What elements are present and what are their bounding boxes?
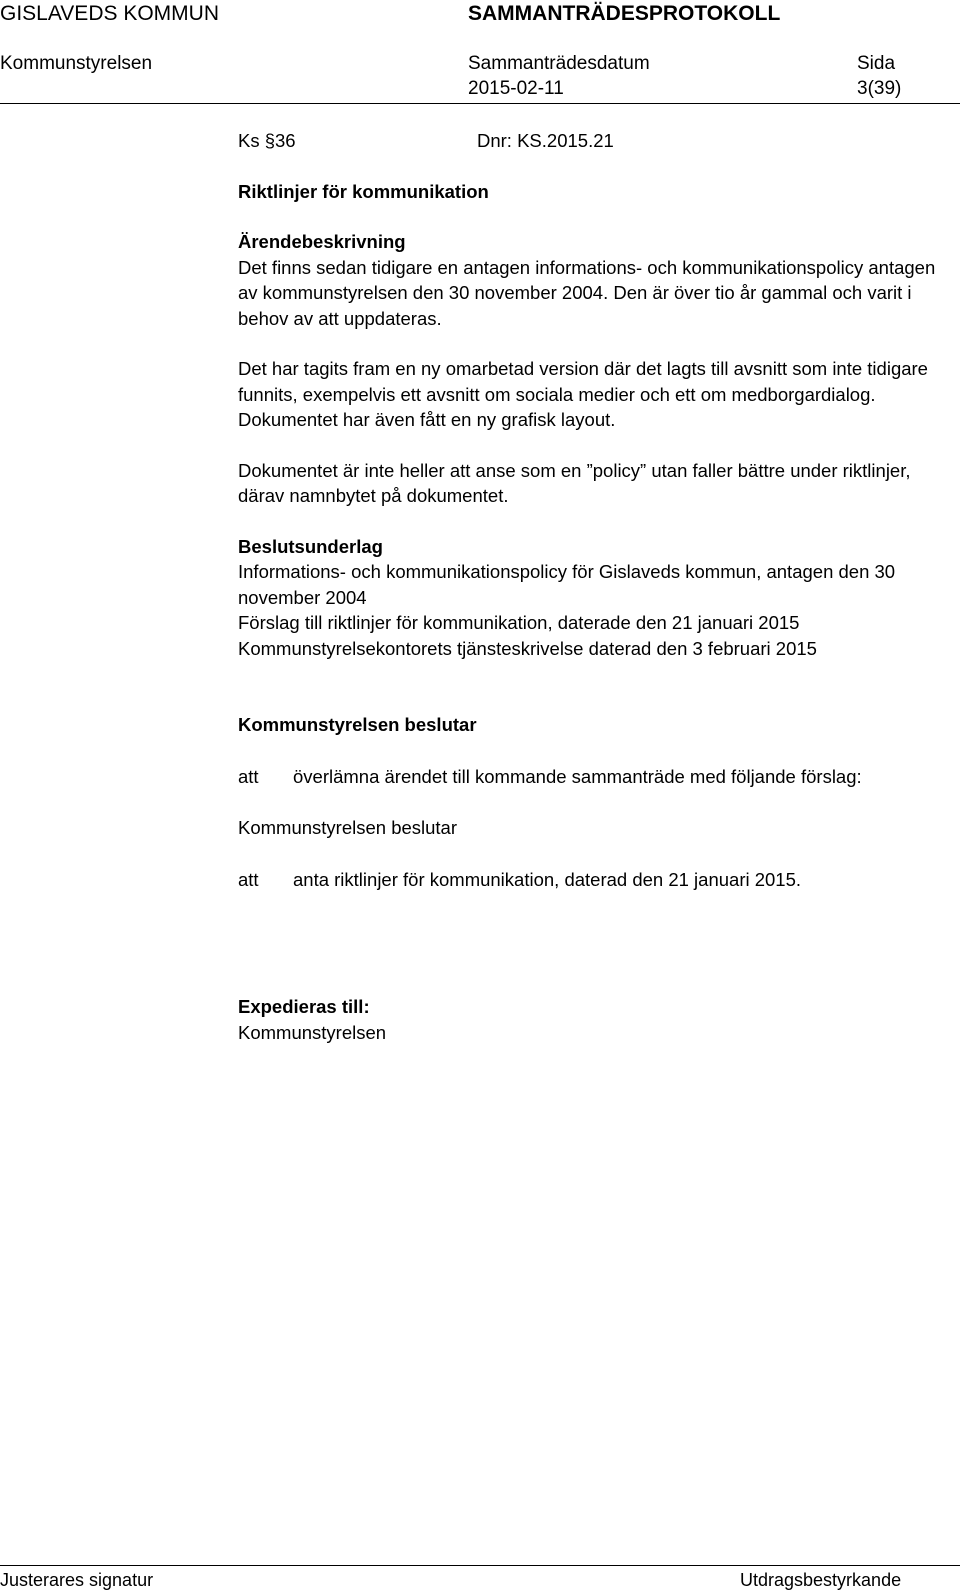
case-number: Ks §36 — [238, 130, 296, 151]
decision-subheading: Kommunstyrelsen beslutar — [238, 817, 458, 838]
meeting-date-label: Sammanträdesdatum — [468, 53, 650, 74]
meeting-date-value: 2015-02-11 — [468, 78, 564, 99]
basis-item: Förslag till riktlinjer för kommunikation, daterade den 21 januari 2015 — [238, 612, 800, 633]
description-paragraph: Dokumentet är inte heller att anse som en ”policy” utan faller bättre under riktlinjer, därav namnbytet på dokumentet. — [238, 459, 911, 506]
dispatch-recipient: Kommunstyrelsen — [238, 1021, 387, 1043]
case-dnr: Dnr: KS.2015.21 — [477, 130, 614, 151]
decision-keyword: att — [238, 765, 259, 787]
organization-name: GISLAVEDS KOMMUN — [0, 2, 219, 25]
page-label: Sida — [857, 53, 896, 74]
decision-text: överlämna ärendet till kommande sammanträde med följande förslag: — [293, 765, 862, 787]
description-paragraph: Det finns sedan tidigare en antagen informations- och kommunikationspolicy antagen av kommunstyrelsen den 30 november 2004. Den är över tio år gammal och varit i behov av att uppdateras. — [238, 256, 936, 329]
basis-item: Informations- och kommunikationspolicy för Gislaveds kommun, antagen den 30 november 2004 — [238, 561, 896, 608]
decision-keyword: att — [238, 868, 259, 890]
case-title: Riktlinjer för kommunikation — [238, 180, 489, 202]
document-title: SAMMANTRÄDESPROTOKOLL — [468, 2, 781, 25]
page-number: 3(39) — [857, 78, 902, 99]
decision-clause — [238, 867, 938, 893]
basis-heading: Beslutsunderlag — [238, 535, 383, 557]
description-heading: Ärendebeskrivning — [238, 231, 406, 252]
basis-item: Kommunstyrelsekontorets tjänsteskrivelse daterad den 3 februari 2015 — [238, 637, 817, 659]
dispatch-heading: Expedieras till: — [238, 996, 370, 1017]
decision-heading: Kommunstyrelsen beslutar — [238, 714, 477, 735]
header-divider — [0, 103, 960, 104]
decision-text: anta riktlinjer för kommunikation, daterad den 21 januari 2015. — [293, 868, 802, 890]
adjuster-signature-label: Justerares signatur — [0, 1570, 154, 1590]
footer-divider — [0, 1565, 960, 1566]
description-paragraph: Det har tagits fram en ny omarbetad version där det lagts till avsnitt som inte tidigare funnits, exempelvis ett avsnitt om sociala medier och ett om medborgardialog. Dokumentet har även fått en ny grafisk layout. — [238, 358, 928, 430]
document-body — [238, 128, 938, 1045]
extract-certification-label: Utdragsbestyrkande — [740, 1570, 902, 1590]
decision-clause — [238, 764, 938, 790]
body-label: Kommunstyrelsen — [0, 53, 153, 74]
case-reference-row — [238, 128, 938, 154]
